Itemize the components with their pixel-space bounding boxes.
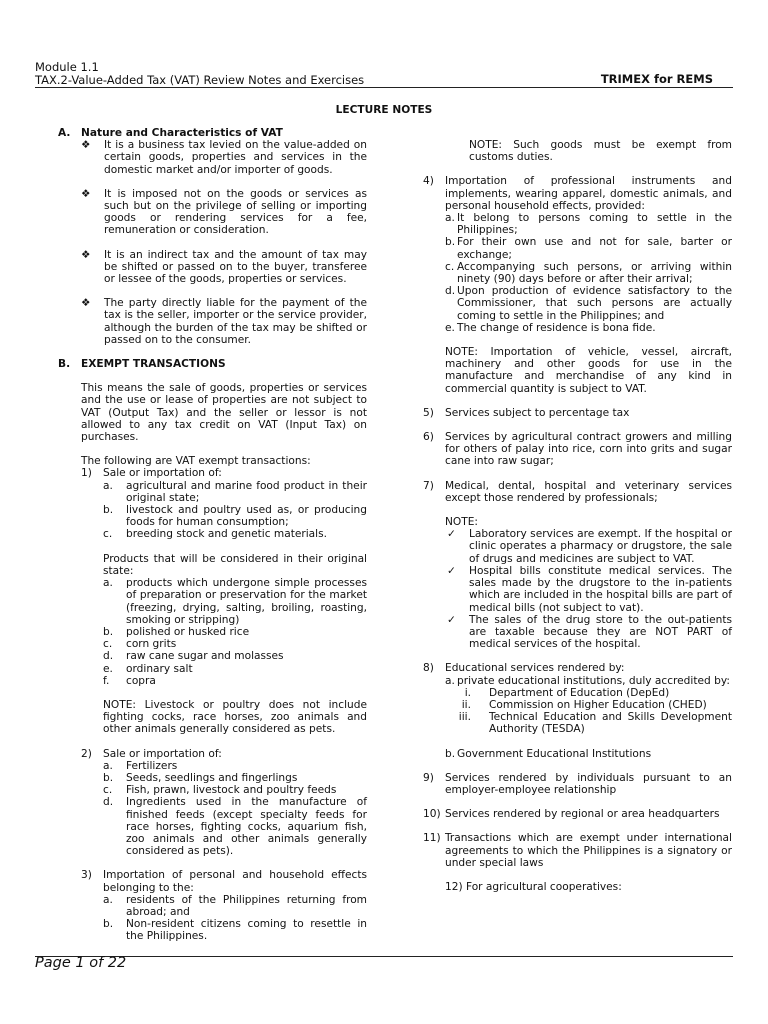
sub-item: d. Ingredients used in the manufacture of finished feeds (except specialty feeds for race horses, fighting cocks, aquarium fish, zoo animals and other animals generally considered as pets). — [103, 796, 367, 858]
checkmark-icon: ✓ — [447, 613, 456, 626]
list-item: 7) Medical, dental, hospital and veterinary services except those rendered by professionals; NOTE: ✓ Laboratory services are exempt. If the hospital or clinic operates a pharmacy or drugstore, the sale of drugs and medicines are subject to VAT. ✓ Hospital bills constitute medical services. The sales made by the drugstore to the in-patients which are included in the hospital bills are part of medical bills (not subject to vat). ✓ The sales of the drug store to the out-patients are taxable because they are NOT PART of medical services of the hospital. — [423, 479, 732, 651]
sub-item: b. For their own use and not for sale, barter or exchange; — [445, 236, 732, 261]
document-title: TAX.2-Value-Added Tax (VAT) Review Notes and Exercises — [35, 72, 365, 87]
sub-item: a. residents of the Philippines returning from abroad; and — [103, 893, 367, 918]
page-header — [35, 61, 733, 86]
sub-item: e. ordinary salt — [103, 662, 193, 675]
section-b-heading — [58, 358, 367, 370]
diamond-bullet-icon: ❖ — [81, 297, 91, 310]
sub-item: c. corn grits — [103, 638, 177, 651]
sub-item: a. products which undergone simple processes of preparation or preservation for the market (freezing, drying, salting, broiling, roasting, smoking or stripping) — [103, 577, 367, 626]
sub-item: b. livestock and poultry used as, or producing foods for human consumption; — [103, 504, 367, 529]
sub-item: c. Fish, prawn, livestock and poultry feeds — [103, 784, 337, 797]
bullet-item: ❖ It is an indirect tax and the amount of tax may be shifted or passed on to the buyer, transferee or lessee of the goods, properties or services. — [81, 248, 367, 286]
list-item: 10) Services rendered by regional or area headquarters — [423, 808, 720, 821]
checkmark-icon: ✓ — [447, 564, 456, 577]
roman-item: i. Department of Education (DepEd) — [464, 686, 670, 699]
list-item: 12) For agricultural cooperatives: — [445, 880, 622, 893]
bullet-item: ❖ The party directly liable for the payment of the tax is the seller, importer or the service provider, although the burden of the tax may be shifted or passed on to the consumer. — [81, 297, 367, 346]
right-column — [423, 139, 732, 893]
sub-item: a. agricultural and marine food product in their original state; — [103, 479, 367, 504]
note: NOTE: Livestock or poultry does not include fighting cocks, race horses, zoo animals and other animals generally considered as pets. — [103, 698, 367, 736]
list-item: 1) Sale or importation of: a. agricultural and marine food product in their original state; b. livestock and poultry used as, or producing foods for human consumption; c. breeding stock and genetic materials. Products that will be considered in their original state: a. products which undergone simple processes of preparation or preservation for the market (freezing, drying, salting, broiling, roasting, smoking or stripping) b. polished or husked rice c. corn grits d. raw cane sugar and molasses e. ordinary salt f. copra NOTE: Livestock or poultry does not include fighting cocks, race horses, zoo animals and other animals generally considered as pets. — [81, 467, 367, 736]
paragraph: This means the sale of goods, properties or services and the use or lease of properties are not subject to VAT (Output Tax) and the seller or lessor is not allowed to any tax credit on VAT (Input Tax) on purchases. — [81, 382, 367, 444]
note-label: NOTE: — [445, 516, 478, 529]
paragraph: The following are VAT exempt transactions: — [81, 455, 311, 468]
list-item: 4) Importation of professional instruments and implements, wearing apparel, domestic animals, and personal household effects, provided: a. It belong to persons coming to settle in the Philippines; b. For their own use and not for sale, barter or exchange; c. Accompanying such persons, or arriving within ninety (90) days before or after their arrival; d. Upon production of evidence satisfactory to the Commissioner, that such persons are actually coming to settle in the Philippines; and e. The change of residence is bona fide. NOTE: Importation of vehicle, vessel, aircraft, machinery and other goods for use in the manufacture and merchandise of any kind in commercial quantity is subject to VAT. — [423, 175, 732, 395]
list-item: 6) Services by agricultural contract growers and milling for others of palay into rice, corn into grits and sugar cane into raw sugar; — [423, 431, 732, 468]
note: NOTE: Importation of vehicle, vessel, aircraft, machinery and other goods for use in the manufacture and merchandise of any kind in commercial quantity is subject to VAT. — [445, 346, 732, 395]
section-title: Nature and Characteristics of VAT — [81, 127, 283, 139]
bullet-item: ❖ It is imposed not on the goods or services as such but on the privilege of selling or importing goods or rendering services for a fee, remuneration or consideration. — [81, 187, 367, 237]
diamond-bullet-icon: ❖ — [81, 187, 91, 200]
sub-item: c. breeding stock and genetic materials. — [103, 528, 328, 541]
note: NOTE: Such goods must be exempt from customs duties. — [469, 139, 732, 164]
paragraph: Products that will be considered in their original state: — [103, 552, 367, 577]
sub-item: a. Fertilizers — [103, 759, 178, 772]
roman-item: ii. Commission on Higher Education (CHED) — [461, 698, 707, 711]
sub-item: b. Government Educational Institutions — [445, 747, 652, 760]
sub-item: a. It belong to persons coming to settle in the Philippines; — [445, 212, 732, 237]
sub-item: d. raw cane sugar and molasses — [103, 650, 284, 663]
module-label: Module 1.1 — [35, 60, 99, 74]
brand-label: TRIMEX for REMS — [600, 72, 713, 86]
footer-rule — [35, 956, 733, 957]
sub-item: d. Upon production of evidence satisfactory to the Commissioner, that such persons are actually coming to settle in the Philippines; and — [445, 285, 732, 322]
bullet-item: ❖ It is a business tax levied on the value-added on certain goods, properties and services in the domestic market and/or importer of goods. — [81, 139, 367, 176]
section-number: B. — [58, 358, 71, 371]
list-item: 2) Sale or importation of: a. Fertilizers b. Seeds, seedlings and fingerlings c. Fish, prawn, livestock and poultry feeds d. Ingredients used in the manufacture of finished feeds (except specialty feeds for race horses, fighting cocks, aquarium fish, zoo animals and other animals generally considered as pets). — [81, 747, 367, 858]
check-item: ✓ Hospital bills constitute medical services. The sales made by the drugstore to the in-patients which are included in the hospital bills are part of medical bills (not subject to vat). — [447, 564, 732, 614]
sub-item: b. Seeds, seedlings and fingerlings — [103, 771, 298, 784]
header-rule — [35, 87, 733, 88]
page-number: Page 1 of 22 — [35, 955, 127, 971]
list-item: 9) Services rendered by individuals pursuant to an employer-employee relationship — [423, 771, 732, 796]
section-a-heading — [58, 127, 367, 139]
sub-item: f. copra — [103, 674, 156, 687]
check-item: ✓ Laboratory services are exempt. If the hospital or clinic operates a pharmacy or drugstore, the sale of drugs and medicines are subject to VAT. — [447, 528, 732, 565]
section-title: EXEMPT TRANSACTIONS — [81, 358, 226, 371]
sub-item: b. polished or husked rice — [103, 625, 250, 638]
list-item: 11) Transactions which are exempt under international agreements to which the Philippines is a signatory or under special laws — [423, 832, 732, 869]
list-item: 3) Importation of personal and household effects belonging to the: a. residents of the Philippines returning from abroad; and b. Non-resident citizens coming to resettle in the Philippines. — [81, 869, 367, 943]
sub-item: e. The change of residence is bona fide. — [445, 321, 656, 334]
sub-item: a. private educational institutions, duly accredited by: — [445, 674, 730, 687]
list-item: 5) Services subject to percentage tax — [423, 406, 630, 419]
diamond-bullet-icon: ❖ — [81, 139, 91, 152]
lecture-title: LECTURE NOTES — [335, 104, 433, 116]
diamond-bullet-icon: ❖ — [81, 248, 91, 261]
section-number: A. — [58, 127, 71, 139]
check-item: ✓ The sales of the drug store to the out-patients are taxable because they are NOT PART of medical services of the hospital. — [447, 613, 732, 651]
checkmark-icon: ✓ — [447, 528, 456, 541]
left-column — [58, 127, 367, 943]
sub-item: b. Non-resident citizens coming to resettle in the Philippines. — [103, 918, 367, 943]
list-item: 8) Educational services rendered by: a. private educational institutions, duly accredited by: i. Department of Education (DepEd) ii. Commission on Higher Education (CHED) iii. Technical Education and Skills Development Authority (TESDA) b. Government Educational Institutions — [423, 662, 732, 760]
roman-item: iii. Technical Education and Skills Development Authority (TESDA) — [458, 711, 732, 736]
sub-item: c. Accompanying such persons, or arriving within ninety (90) days before or after their arrival; — [445, 260, 732, 286]
